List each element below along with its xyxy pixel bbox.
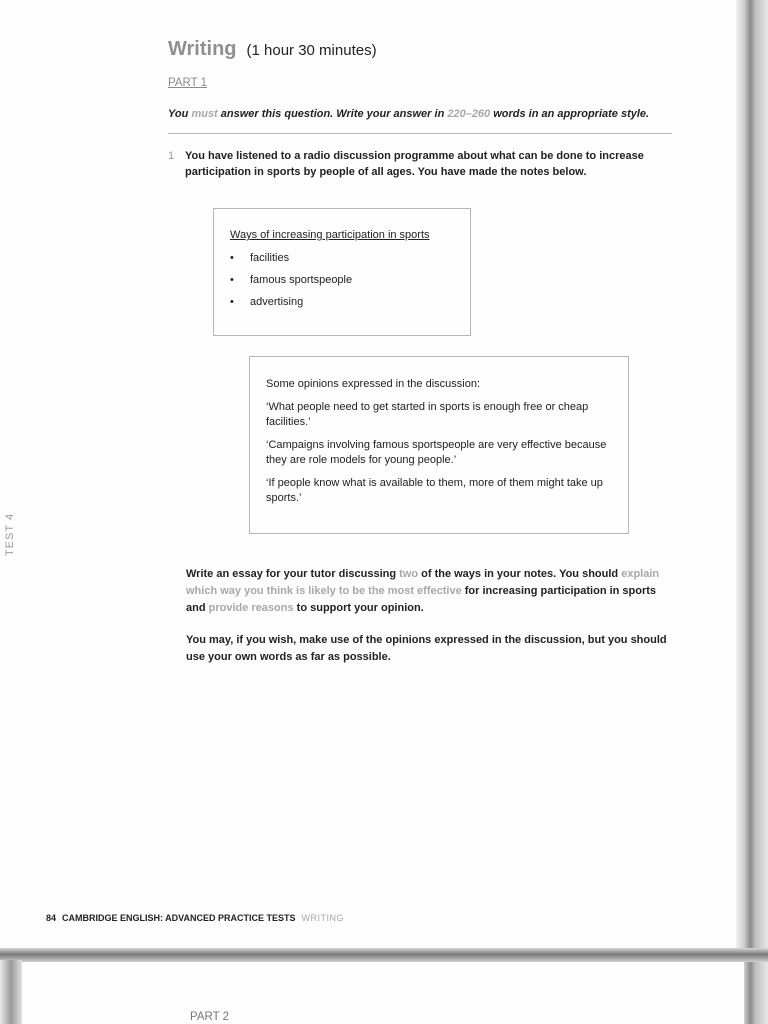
page-edge-shadow	[736, 0, 768, 1024]
instruction-word-range: 220–260	[447, 108, 491, 120]
opinions-box	[249, 356, 629, 534]
bullet-icon: •	[230, 296, 234, 308]
notes-list	[230, 247, 454, 313]
side-tab	[4, 512, 48, 572]
note-item-text: facilities	[250, 252, 290, 264]
notes-box	[213, 208, 471, 336]
task-text-4: to support your opinion.	[293, 602, 424, 614]
list-item	[230, 247, 454, 269]
next-page-edge	[0, 960, 22, 1024]
section-duration: (1 hour 30 minutes)	[246, 42, 377, 59]
instruction-text-2: answer this question. Write your answer in	[217, 108, 448, 120]
task-note: You may, if you wish, make use of the opinions expressed in the discussion, but you should use your own words as far as possible.	[186, 634, 667, 663]
footer-section: WRITING	[301, 913, 345, 923]
task-text-3: for increasing participation in sports and	[186, 585, 657, 614]
question-text: You have listened to a radio discussion programme about what can be done to increase participation in sports by people of all ages. You have made the notes below.	[185, 150, 644, 178]
list-item	[230, 291, 454, 313]
note-item-text: advertising	[250, 296, 304, 308]
next-part-label: PART 2	[190, 1011, 229, 1023]
divider	[168, 133, 672, 134]
opinions-intro: Some opinions expressed in the discussion:	[266, 378, 481, 390]
part-label: PART 1	[168, 77, 207, 89]
bullet-icon: •	[230, 252, 234, 264]
task-instruction	[186, 566, 672, 617]
page-number: 84	[46, 913, 57, 923]
task-explain: explain which way you think is likely to be the most effective	[186, 568, 660, 597]
question-number: 1	[168, 150, 175, 162]
note-item-text: famous sportspeople	[250, 274, 353, 286]
instruction-text-3: words in an appropriate style.	[490, 108, 650, 120]
bullet-icon: •	[230, 274, 234, 286]
side-tab-label: TEST 4	[4, 512, 16, 556]
list-item	[230, 269, 454, 291]
instruction-line	[168, 108, 672, 120]
book-title: CAMBRIDGE ENGLISH: ADVANCED PRACTICE TESTS	[62, 913, 296, 923]
opinion-quote: ‘Campaigns involving famous sportspeople are very effective because they are role models for young people.’	[266, 439, 607, 466]
page-footer	[46, 913, 344, 923]
section-heading	[168, 38, 377, 61]
task-two: two	[399, 568, 419, 580]
section-title: Writing	[168, 38, 237, 60]
task-text-2: of the ways in your notes. You should	[418, 568, 622, 580]
notes-title: Ways of increasing participation in sports	[230, 229, 430, 241]
opinion-quote: ‘If people know what is available to them, more of them might take up sports.’	[266, 477, 603, 504]
page-fold-shadow	[0, 948, 768, 962]
instruction-text-1: You	[168, 108, 192, 120]
task-text-1: Write an essay for your tutor discussing	[186, 568, 400, 580]
instruction-must: must	[191, 108, 218, 120]
opinion-quote: ‘What people need to get started in sports is enough free or cheap facilities.’	[266, 401, 589, 428]
task-reasons: provide reasons	[208, 602, 294, 614]
next-page	[22, 962, 744, 1024]
